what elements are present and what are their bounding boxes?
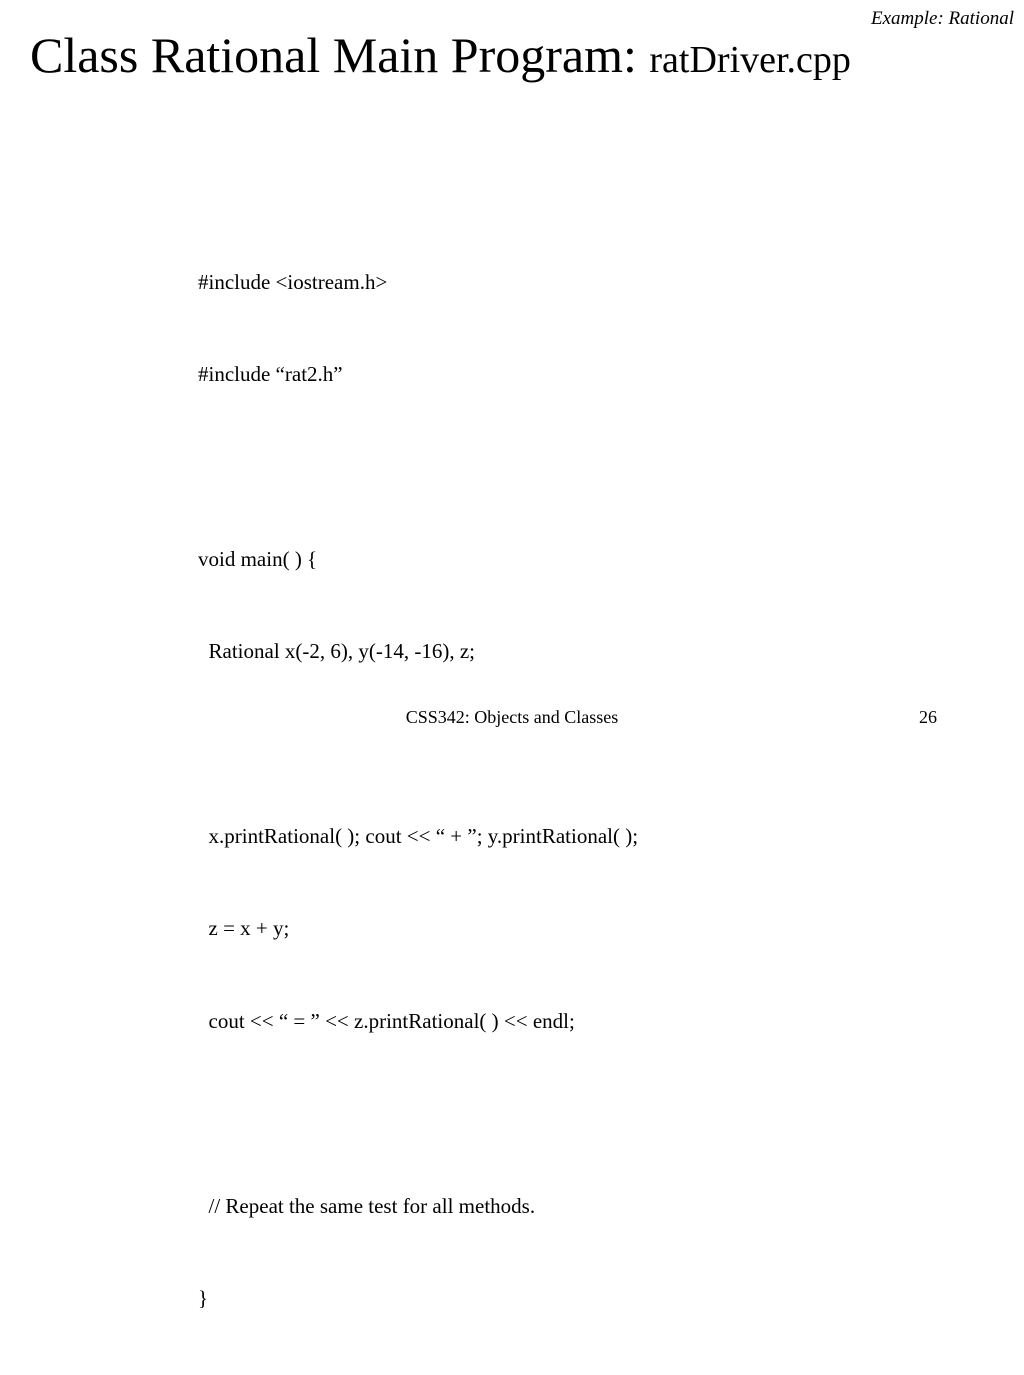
code-line (198, 1098, 638, 1129)
title-file-name: ratDriver.cpp (649, 39, 851, 81)
code-line: } (198, 1285, 209, 1310)
code-line: Rational x(-2, 6), y(-14, -16), z; (198, 639, 476, 664)
code-line: #include <iostream.h> (198, 269, 388, 294)
section-tag: Example: Rational (871, 8, 1014, 29)
code-line: #include “rat2.h” (198, 361, 343, 386)
code-line: x.printRational( ); cout << “ + ”; y.printRational( ); (198, 823, 639, 848)
code-line (198, 451, 638, 482)
code-block (198, 205, 638, 1375)
page-number: 26 (919, 707, 937, 727)
slide-title (30, 27, 851, 83)
footer-course-title: CSS342: Objects and Classes (405, 707, 619, 727)
code-line: // Repeat the same test for all methods. (198, 1193, 536, 1218)
title-main-text: Class Rational Main Program: (30, 27, 650, 83)
code-line: void main( ) { (198, 546, 318, 571)
code-line: z = x + y; (198, 916, 290, 941)
code-line (198, 729, 638, 760)
code-line: cout << “ = ” << z.printRational( ) << endl; (198, 1008, 575, 1033)
